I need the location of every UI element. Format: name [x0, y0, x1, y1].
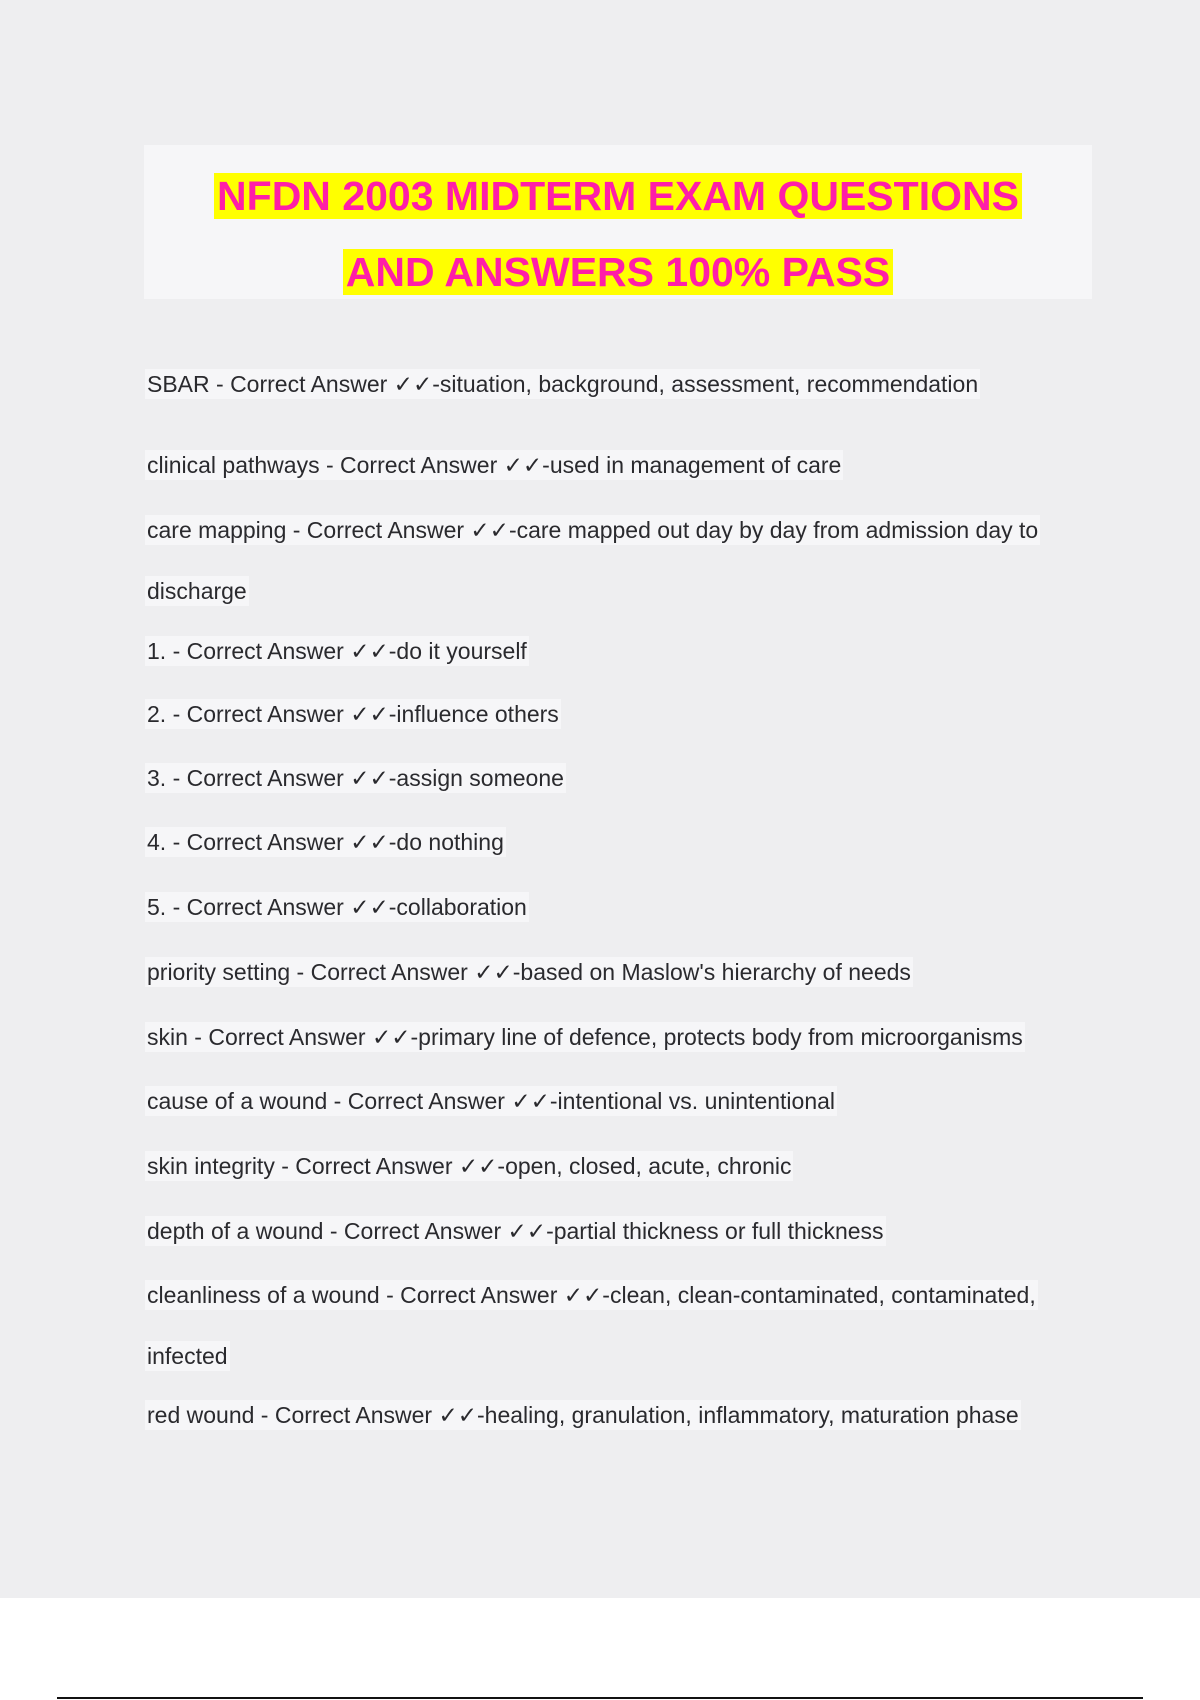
qa-line: [145, 829, 1095, 856]
qa-line-text: 4. - Correct Answer ✓✓-do nothing: [147, 829, 504, 855]
qa-line-text: 1. - Correct Answer ✓✓-do it yourself: [147, 638, 527, 664]
qa-line: [145, 894, 1095, 921]
qa-line: [145, 959, 1095, 986]
qa-line: [145, 517, 1095, 544]
qa-line: [145, 1218, 1095, 1245]
qa-line: [145, 1282, 1095, 1309]
qa-line-text: skin - Correct Answer ✓✓-primary line of defence, protects body from microorganisms: [147, 1024, 1023, 1050]
qa-line: [145, 1343, 1095, 1370]
qa-line-text: priority setting - Correct Answer ✓✓-based on Maslow's hierarchy of needs: [147, 959, 911, 985]
footer-divider: [57, 1697, 1143, 1699]
title-text-2: AND ANSWERS 100% PASS: [343, 249, 894, 295]
qa-line: [145, 1402, 1095, 1429]
qa-line: [145, 701, 1095, 728]
qa-line-text: 3. - Correct Answer ✓✓-assign someone: [147, 765, 564, 791]
qa-line-text: 5. - Correct Answer ✓✓-collaboration: [147, 894, 527, 920]
qa-line-text: 2. - Correct Answer ✓✓-influence others: [147, 701, 559, 727]
qa-line-text: SBAR - Correct Answer ✓✓-situation, background, assessment, recommendation: [147, 371, 979, 397]
qa-line-text: discharge: [147, 578, 247, 604]
title-text-1: NFDN 2003 MIDTERM EXAM QUESTIONS: [214, 173, 1022, 219]
qa-line: [145, 638, 1095, 665]
qa-line-text: depth of a wound - Correct Answer ✓✓-partial thickness or full thickness: [147, 1218, 884, 1244]
qa-line: [145, 1153, 1095, 1180]
qa-line-text: red wound - Correct Answer ✓✓-healing, granulation, inflammatory, maturation phase: [147, 1402, 1019, 1428]
qa-line-text: cause of a wound - Correct Answer ✓✓-intentional vs. unintentional: [147, 1088, 836, 1114]
qa-line: [145, 1024, 1095, 1051]
qa-line: [145, 578, 1095, 605]
qa-line-text: skin integrity - Correct Answer ✓✓-open, closed, acute, chronic: [147, 1153, 792, 1179]
qa-line-text: clinical pathways - Correct Answer ✓✓-used in management of care: [147, 452, 842, 478]
qa-line: [145, 765, 1095, 792]
qa-line: [145, 1088, 1095, 1115]
qa-line: [145, 371, 1095, 398]
qa-line-text: cleanliness of a wound - Correct Answer ✓✓-clean, clean-contaminated, contaminated,: [147, 1282, 1036, 1308]
qa-line-text: infected: [147, 1343, 228, 1369]
qa-line-text: care mapping - Correct Answer ✓✓-care mapped out day by day from admission day to: [147, 517, 1039, 543]
qa-line: [145, 452, 1095, 479]
